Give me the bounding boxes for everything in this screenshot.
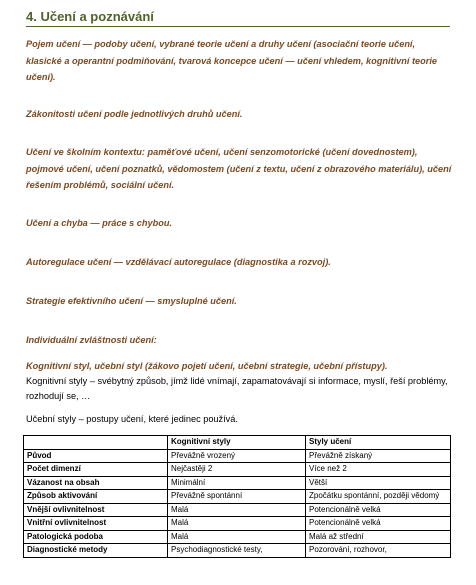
section-heading: 4. Učení a poznávání (26, 9, 154, 24)
table-row (24, 544, 451, 558)
table-cell: Větší (306, 476, 451, 490)
row-label: Vnější ovlivnitelnost (24, 503, 168, 517)
paragraph-kognitivni-styl: Kognitivní styl, učební styl (žákovo pojetí učení, učební strategie, učební přístupy). (26, 361, 388, 371)
table-header-cell: Styly učení (306, 436, 451, 450)
table-row (24, 476, 451, 490)
table-cell: Převážně vrozený (168, 449, 306, 463)
table-cell: Malá (168, 517, 306, 531)
row-label: Původ (24, 449, 168, 463)
table-cell: Minimální (168, 476, 306, 490)
table-header-row (24, 436, 451, 450)
table-row (24, 517, 451, 531)
row-label: Patologická podoba (24, 530, 168, 544)
table-row (24, 463, 451, 477)
table-cell: Převážně spontánní (168, 490, 306, 504)
paragraph-pojem-uceni: Pojem učení — podoby učení, vybrané teorie učení a druhy učení (asociační teorie učení, klasické a operantní podmiňování, tvarová koncepce učení — učení vhledem, kognitivní teorie učení). (26, 39, 438, 82)
paragraph-skolni-kontext: Učení ve školním kontextu: paměťové učení, učení senzomotorické (učení dovednostem), pojmové učení, učení poznatků, vědomostem (učení z textu, učení z obrazového materiálu), učení řešením problémů, sociální učení. (26, 147, 452, 190)
table-cell: Zpočátku spontánní, později vědomý (306, 490, 451, 504)
table-cell: Malá (168, 530, 306, 544)
table-row (24, 503, 451, 517)
text-kognitivni-styly: Kognitivní styly – svébytný způsob, jímž lidé vnímají, zapamatovávají si informace, myslí, řeší problémy, rozhodují se, … (26, 376, 448, 401)
table-cell: Psychodiagnostické testy, (168, 544, 306, 558)
table-cell: Potencionálně velká (306, 517, 451, 531)
table-cell: Potencionálně velká (306, 503, 451, 517)
table-cell: Malá (168, 503, 306, 517)
paragraph-individualni: Individuální zvláštnosti učení: (26, 335, 157, 345)
table-cell: Převážně získaný (306, 449, 451, 463)
row-label: Diagnostické metody (24, 544, 168, 558)
table-cell: Malá až střední (306, 530, 451, 544)
text-ucebni-styly: Učební styly – postupy učení, které jedinec používá. (26, 414, 238, 424)
table-header-cell (24, 436, 168, 450)
paragraph-uceni-a-chyba: Učení a chyba — práce s chybou. (26, 218, 173, 228)
paragraph-autoregulace: Autoregulace učení — vzdělávací autoregulace (diagnostika a rozvoj). (26, 257, 331, 267)
table-row (24, 530, 451, 544)
row-label: Vázanost na obsah (24, 476, 168, 490)
table-cell: Nejčastěji 2 (168, 463, 306, 477)
paragraph-strategie: Strategie efektivního učení — smysluplné učení. (26, 296, 237, 306)
table-cell: Více než 2 (306, 463, 451, 477)
row-label: Způsob aktivování (24, 490, 168, 504)
styles-comparison-table (23, 435, 451, 558)
heading-underline (26, 26, 450, 27)
row-label: Vnitřní ovlivnitelnost (24, 517, 168, 531)
table-header-cell: Kognitivní styly (168, 436, 306, 450)
paragraph-zakonitosti: Zákonitosti učení podle jednotlivých druhů učení. (26, 109, 243, 119)
table-cell: Pozorování, rozhovor, (306, 544, 451, 558)
table-row (24, 449, 451, 463)
table-row (24, 490, 451, 504)
row-label: Počet dimenzí (24, 463, 168, 477)
